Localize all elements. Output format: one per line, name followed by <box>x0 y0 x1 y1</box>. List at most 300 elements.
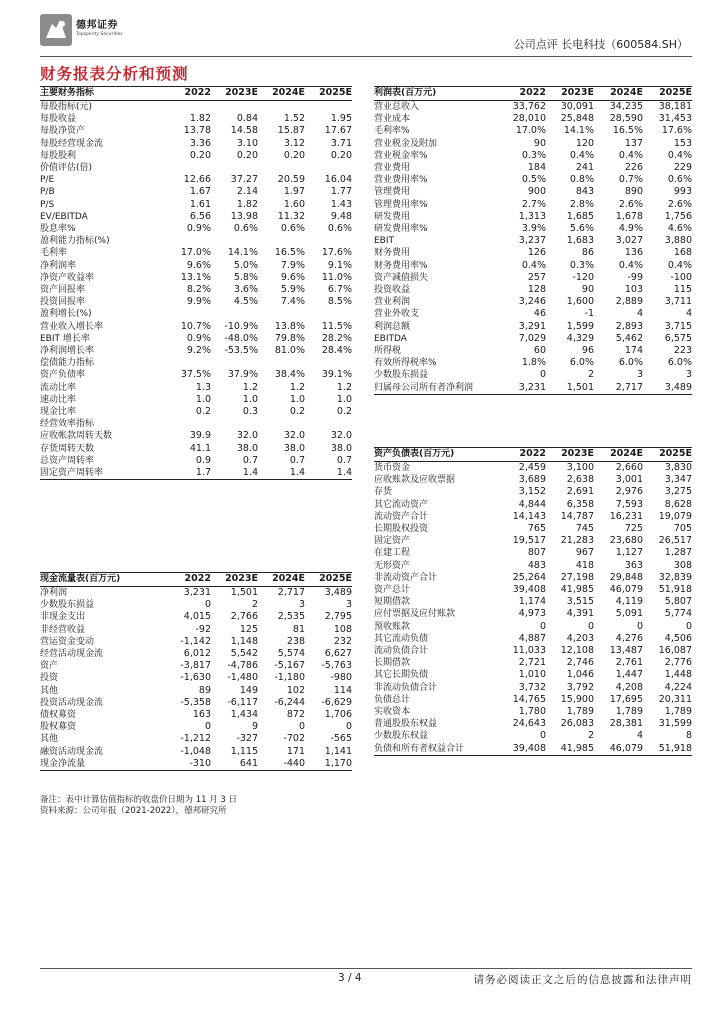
cell-value <box>164 162 211 174</box>
cell-value: 33,762 <box>512 101 546 112</box>
cell-value: 0.20 <box>283 149 305 161</box>
cell-value: 1,447 <box>615 669 643 681</box>
cell-value: 13.98 <box>230 210 258 222</box>
cell-value: 11.32 <box>277 210 305 222</box>
row-label: 管理费用 <box>374 187 411 198</box>
row-label: 在建工程 <box>374 548 411 559</box>
table-row <box>40 321 352 333</box>
cell-value: 30,091 <box>560 101 594 112</box>
year-header: 2024E <box>258 573 305 587</box>
cell-value: 136 <box>624 247 643 259</box>
cell-value: 2,761 <box>615 657 643 669</box>
table-row <box>40 672 352 684</box>
cell-value: 2,717 <box>277 587 305 598</box>
cell-value: -1,630 <box>180 672 211 684</box>
cell-value: 38.0 <box>283 442 305 454</box>
table-row <box>374 321 692 333</box>
cell-value: 38,181 <box>658 101 692 112</box>
row-label: 营业费用 <box>374 163 411 174</box>
cell-value: 1,170 <box>305 758 352 771</box>
cell-value: 2,638 <box>566 474 594 486</box>
cell-value: 4,119 <box>615 596 643 608</box>
cell-value: 1.82 <box>236 198 258 210</box>
cell-value: 3 <box>345 599 352 611</box>
cell-value: 238 <box>286 635 305 647</box>
table-row <box>374 718 692 730</box>
year-header: 2025E <box>305 573 352 587</box>
cell-value: -99 <box>627 271 643 283</box>
table-row <box>40 345 352 357</box>
cell-value: 5,542 <box>230 648 258 660</box>
cell-value: 6.56 <box>189 210 211 222</box>
cell-value <box>211 235 258 247</box>
row-label: 每股指标(元) <box>40 102 93 112</box>
table-row <box>374 499 692 511</box>
cell-value <box>305 418 352 430</box>
cell-value <box>211 357 258 369</box>
cell-value: 41.1 <box>189 442 211 454</box>
row-label: 应收账款及应收票据 <box>374 475 456 486</box>
cell-value: -1,480 <box>227 672 258 684</box>
row-label: 营业费用率% <box>374 175 428 186</box>
cell-value: 6,627 <box>324 648 352 660</box>
row-label: 资产减值损失 <box>374 272 429 283</box>
cell-value: 4.9% <box>618 223 643 235</box>
table-title: 现金流量表(百万元) <box>40 573 164 587</box>
row-label: 长期股权投资 <box>374 524 429 535</box>
cell-value: 4 <box>636 730 643 742</box>
table-row <box>40 235 352 247</box>
table-row <box>40 174 352 186</box>
table-row <box>374 296 692 308</box>
table-row <box>40 272 352 284</box>
cell-value: -5,763 <box>321 660 352 672</box>
table-row <box>40 660 352 672</box>
cell-value: 25,848 <box>560 113 594 125</box>
row-label: 其它流动资产 <box>374 499 429 510</box>
cell-value: 81 <box>292 623 305 635</box>
cell-value: 38.4% <box>274 369 305 381</box>
row-label: 流动比率 <box>40 382 77 393</box>
cell-value: 38.0 <box>236 442 258 454</box>
cell-value: 1.0 <box>242 393 258 405</box>
cell-value: 2 <box>587 730 594 742</box>
cell-value: 31,599 <box>658 718 692 730</box>
cell-value: -1,142 <box>180 635 211 647</box>
cell-value: 363 <box>624 559 643 571</box>
table-row <box>374 657 692 669</box>
table-row <box>40 467 352 480</box>
cell-value: 418 <box>575 559 594 571</box>
cell-value: 34,235 <box>609 101 643 112</box>
cell-value: 1.61 <box>189 198 211 210</box>
cell-value: 0.7 <box>336 454 352 466</box>
table-row <box>374 150 692 162</box>
table-row <box>40 284 352 296</box>
table-row <box>374 199 692 211</box>
cell-value: 4,844 <box>518 498 546 510</box>
row-label: P/B <box>40 187 55 198</box>
table-row <box>40 369 352 381</box>
table-title: 主要财务指标 <box>40 87 164 101</box>
cell-value: 120 <box>575 137 594 149</box>
cell-value <box>211 101 258 114</box>
year-header: 2024E <box>594 87 643 101</box>
row-label: 存货 <box>374 487 393 498</box>
cell-value: 12,108 <box>560 645 594 657</box>
table-row <box>374 669 692 681</box>
cell-value: 168 <box>673 247 692 259</box>
cell-value: 0.6% <box>280 223 305 235</box>
row-label: 负债和所有者权益合计 <box>374 743 498 756</box>
disclaimer: 请务必阅读正文之后的信息披露和法律声明 <box>473 974 692 986</box>
cell-value: 37.9% <box>227 369 258 381</box>
cell-value: 13.8% <box>274 320 305 332</box>
table-row <box>374 223 692 235</box>
row-label: 总资产周转率 <box>40 455 95 466</box>
table-row <box>374 743 692 756</box>
cell-value: 102 <box>286 684 305 696</box>
cell-value: 2,717 <box>594 382 643 395</box>
row-label: 净利润增长率 <box>40 346 95 357</box>
cell-value: 16.5% <box>612 125 643 137</box>
cell-value: 1,789 <box>664 706 692 718</box>
cell-value: 9 <box>251 721 258 733</box>
cell-value: 0.2 <box>289 406 305 418</box>
row-label: 毛利率 <box>40 248 68 259</box>
cell-value: 13.78 <box>183 125 211 137</box>
cell-value: 2,976 <box>615 486 643 498</box>
table-row <box>40 733 352 745</box>
cell-value: 5,774 <box>664 608 692 620</box>
row-label: 资产 <box>40 661 59 672</box>
cell-value: -1,048 <box>180 745 211 757</box>
cell-value: 232 <box>333 635 352 647</box>
cell-value: 14,787 <box>560 510 594 522</box>
cell-value: 3,231 <box>498 382 546 395</box>
cell-value: 16.04 <box>324 174 352 186</box>
cell-value <box>258 308 305 320</box>
cell-value: 15,900 <box>560 693 594 705</box>
cell-value: 39.9 <box>189 430 211 442</box>
year-header: 2022 <box>498 448 546 462</box>
cell-value: 0.9% <box>186 223 211 235</box>
cell-value <box>211 162 258 174</box>
cell-value: 3,489 <box>324 587 352 598</box>
cell-value: 1.2 <box>242 381 258 393</box>
cell-value: -5,167 <box>274 660 305 672</box>
cell-value: 0.4% <box>521 259 546 271</box>
cell-value: -3,817 <box>180 660 211 672</box>
cell-value <box>164 235 211 247</box>
cell-value: 31,453 <box>658 113 692 125</box>
table-row <box>374 621 692 633</box>
cell-value: 4,329 <box>566 332 594 344</box>
row-label: 现金比率 <box>40 407 77 418</box>
cell-value: 0.6% <box>233 223 258 235</box>
cell-value: 2,893 <box>615 320 643 332</box>
cell-value: 51,918 <box>643 743 692 756</box>
table-row <box>40 333 352 345</box>
cell-value: 5,091 <box>615 608 643 620</box>
row-label: 盈利增长(%) <box>40 309 92 320</box>
table-row <box>374 308 692 320</box>
row-label: 预收账款 <box>374 621 411 632</box>
table-row <box>374 235 692 247</box>
year-header: 2025E <box>305 87 352 101</box>
cell-value: -565 <box>330 733 352 745</box>
cell-value: 2.8% <box>569 198 594 210</box>
cell-value: 0.5% <box>521 174 546 186</box>
cell-value: 745 <box>575 523 594 535</box>
cell-value: 1.60 <box>283 198 305 210</box>
cell-value: -10.9% <box>224 320 258 332</box>
row-label: 价值评估(倍) <box>40 163 93 174</box>
row-label: 经营效率指标 <box>40 419 95 430</box>
table-row <box>374 186 692 198</box>
row-label: 营业税金率% <box>374 150 428 161</box>
row-label: 资产回报率 <box>40 285 86 296</box>
row-label: 应收帐款周转天数 <box>40 431 113 442</box>
row-label: P/S <box>40 199 55 210</box>
company-logo <box>40 12 140 48</box>
row-label: 营业税金及附加 <box>374 138 438 149</box>
cell-value: 1.97 <box>283 186 305 198</box>
row-label: 管理费用率% <box>374 199 428 210</box>
table-row <box>374 645 692 657</box>
cell-value: 3,711 <box>664 296 692 308</box>
cell-value: 6,575 <box>664 332 692 344</box>
cell-value: 765 <box>527 523 546 535</box>
cell-value: 1,010 <box>518 669 546 681</box>
row-label: 每股股利 <box>40 150 77 161</box>
row-label: 投资回报率 <box>40 297 86 308</box>
cell-value: -1,212 <box>180 733 211 745</box>
row-label: 流动资产合计 <box>374 511 429 522</box>
row-label: 非经营收益 <box>40 624 86 635</box>
cell-value: 2,535 <box>277 611 305 623</box>
table-row <box>374 535 692 547</box>
cell-value: 3,231 <box>183 587 211 598</box>
cell-value: 0.7 <box>242 454 258 466</box>
cell-value: 5.9% <box>280 284 305 296</box>
row-label: 每股净资产 <box>40 126 86 137</box>
cell-value: 807 <box>527 547 546 559</box>
cell-value <box>164 418 211 430</box>
cell-value: 1,501 <box>230 587 258 598</box>
cell-value: 0.4% <box>667 149 692 161</box>
table-row <box>40 125 352 137</box>
cell-value: 28.2% <box>321 332 352 344</box>
cell-value: 1.52 <box>283 113 305 125</box>
cell-value: 0.2 <box>195 406 211 418</box>
row-label: 归属母公司所有者净利润 <box>374 382 498 395</box>
cell-value: 128 <box>527 284 546 296</box>
cell-value: -327 <box>236 733 258 745</box>
cell-value: 96 <box>581 345 594 357</box>
row-label: 融资活动现金流 <box>40 746 104 757</box>
table-row <box>40 382 352 394</box>
cell-value: 3.36 <box>189 137 211 149</box>
cell-value: 1.0 <box>195 393 211 405</box>
cell-value: 0.9% <box>186 332 211 344</box>
cell-value: 32.0 <box>236 430 258 442</box>
cell-value: -5,358 <box>180 696 211 708</box>
cell-value: -4,786 <box>227 660 258 672</box>
cell-value: 1,127 <box>615 547 643 559</box>
table-row <box>40 721 352 733</box>
cell-value: 0.7% <box>618 174 643 186</box>
cell-value: 5.8% <box>233 271 258 283</box>
row-label: 股息率% <box>40 224 76 235</box>
table-row <box>40 443 352 455</box>
cell-value: 0.6% <box>667 174 692 186</box>
cell-value: -702 <box>283 733 305 745</box>
year-header: 2024E <box>258 87 305 101</box>
cell-value: 0.6% <box>327 223 352 235</box>
cell-value: 1.67 <box>189 186 211 198</box>
cell-value: 1,141 <box>324 745 352 757</box>
cell-value: 3,100 <box>566 462 594 473</box>
cell-value: 4,887 <box>518 632 546 644</box>
note-source: 资料来源：公司年报（2021-2022），德邦研究所 <box>40 806 227 816</box>
cell-value: 0.8% <box>569 174 594 186</box>
cash-flow-table <box>40 572 352 771</box>
table-row <box>374 547 692 559</box>
cell-value: 257 <box>527 271 546 283</box>
cell-value: -6,629 <box>321 696 352 708</box>
cell-value: 1.43 <box>330 198 352 210</box>
cell-value: 0.3 <box>242 406 258 418</box>
cell-value: 7,029 <box>518 332 546 344</box>
cell-value: 3,237 <box>518 235 546 247</box>
table-row <box>40 430 352 442</box>
cell-value: 26,517 <box>658 535 692 547</box>
cell-value: 6.0% <box>667 357 692 369</box>
table-row <box>40 697 352 709</box>
cell-value: 2,721 <box>518 657 546 669</box>
row-label: 长期借款 <box>374 658 411 669</box>
cell-value: 3,489 <box>643 382 692 395</box>
cell-value <box>164 357 211 369</box>
cell-value: 241 <box>575 162 594 174</box>
cell-value: 46,079 <box>609 584 643 596</box>
cell-value: 8.5% <box>327 296 352 308</box>
row-label: 股权募资 <box>40 722 77 733</box>
cell-value: 16,231 <box>609 510 643 522</box>
cell-value: 20,311 <box>658 693 692 705</box>
table-row <box>40 211 352 223</box>
cell-value: 1,600 <box>566 296 594 308</box>
cell-value: 3.10 <box>236 137 258 149</box>
cell-value: 19,079 <box>658 510 692 522</box>
cell-value: 12.66 <box>183 174 211 186</box>
year-header: 2025E <box>643 448 692 462</box>
cell-value: 3 <box>685 369 692 381</box>
cell-value: 2,691 <box>566 486 594 498</box>
logo-english-name: Topsperity Securities <box>76 32 123 37</box>
cell-value: 8 <box>685 730 692 742</box>
cell-value <box>258 357 305 369</box>
row-label: 普通股股东权益 <box>374 719 438 730</box>
row-label: 营业外收支 <box>374 309 420 320</box>
row-label: 速动比率 <box>40 394 77 405</box>
cell-value: 126 <box>527 247 546 259</box>
cell-value: 29,848 <box>609 571 643 583</box>
cell-value: 2,795 <box>324 611 352 623</box>
table-row <box>40 162 352 174</box>
cell-value: 90 <box>533 137 546 149</box>
cell-value: 9.2% <box>186 345 211 357</box>
table-row <box>374 101 692 114</box>
cell-value: 3.12 <box>283 137 305 149</box>
cell-value: -6,244 <box>274 696 305 708</box>
row-label: 债权募资 <box>40 710 77 721</box>
cell-value: 3.9% <box>521 223 546 235</box>
row-label: 营业成本 <box>374 114 411 125</box>
table-row <box>40 138 352 150</box>
cell-value: 5.0% <box>233 259 258 271</box>
cell-value <box>305 235 352 247</box>
table-header-row <box>374 87 692 101</box>
table-row <box>40 199 352 211</box>
cell-value: -53.5% <box>224 345 258 357</box>
table-row <box>40 406 352 418</box>
table-row <box>40 758 352 771</box>
row-label: 财务费用率% <box>374 260 428 271</box>
cell-value: 1,678 <box>615 210 643 222</box>
row-label: 存货周转天数 <box>40 443 95 454</box>
row-label: 少数股东损益 <box>40 600 95 611</box>
cell-value: 9.9% <box>186 296 211 308</box>
cell-value: 1,287 <box>664 547 692 559</box>
cell-value: 11.5% <box>321 320 352 332</box>
cell-value: 27,198 <box>560 571 594 583</box>
row-label: 少数股东损益 <box>374 370 429 381</box>
table-row <box>374 584 692 596</box>
row-label: 投资收益 <box>374 285 411 296</box>
year-header: 2023E <box>211 87 258 101</box>
table-row <box>374 682 692 694</box>
row-label: 无形资产 <box>374 560 411 571</box>
cell-value <box>258 418 305 430</box>
cell-value: 3,246 <box>518 296 546 308</box>
cell-value: 86 <box>581 247 594 259</box>
cell-value: 223 <box>673 345 692 357</box>
cell-value: 4,391 <box>566 608 594 620</box>
table-row <box>40 709 352 721</box>
cell-value: 1,685 <box>566 210 594 222</box>
cell-value <box>258 162 305 174</box>
cell-value: 3,715 <box>664 320 692 332</box>
page-title: 财务报表分析和预测 <box>40 65 189 83</box>
cell-value: 7.9% <box>280 259 305 271</box>
cell-value: 39.1% <box>321 369 352 381</box>
cell-value: 4.5% <box>233 296 258 308</box>
cell-value: 2,660 <box>615 462 643 473</box>
cell-value: 3,027 <box>615 235 643 247</box>
cell-value: 125 <box>239 623 258 635</box>
row-label: 利润总额 <box>374 321 411 332</box>
cell-value <box>164 308 211 320</box>
cell-value: 0.4% <box>618 149 643 161</box>
cell-value: 14.1% <box>563 125 594 137</box>
cell-value: 0 <box>539 620 546 632</box>
row-label: 非流动资产合计 <box>374 572 438 583</box>
cell-value: 37.5% <box>180 369 211 381</box>
cell-value <box>305 101 352 114</box>
table-row <box>40 357 352 369</box>
